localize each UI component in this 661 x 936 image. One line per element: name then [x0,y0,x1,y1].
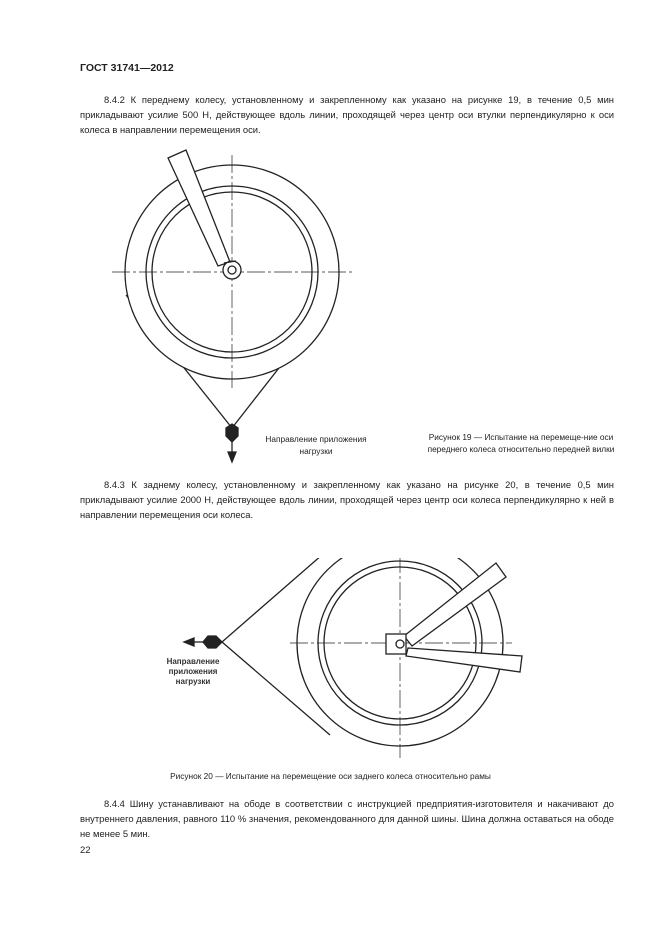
figure-20-drawing [0,558,661,788]
figure-20-load-label: Направление приложения нагрузки [166,657,220,686]
paragraph-8-4-2: 8.4.2 К переднему колесу, установленному и закрепленному как указано на рисунке 19, в течение 0,5 мин прикладывают усилие 500 Н, действующее вдоль линии, проходящей через центр оси втулки перпендикулярно к оси колеса в направлении перемещения оси. [80,94,614,135]
figure-19 [0,148,661,468]
figure-20 [0,558,661,788]
figure-20-caption: Рисунок 20 — Испытание на перемещение оси заднего колеса относительно рамы [170,771,491,781]
paragraph-8-4-3: 8.4.3 К заднему колесу, установленному и закрепленному как указано на рисунке 20, в течение 0,5 мин прикладывают усилие 2000 Н, действующее вдоль линии, проходящей через центр оси колеса перпендикулярно к ней в направлении перемещения оси колеса. [80,479,614,520]
document-header: ГОСТ 31741—2012 [80,62,174,74]
figure-19-load-label: Направление приложения нагрузки [265,434,367,456]
page-number: 22 [80,845,91,856]
figure-19-caption: Рисунок 19 — Испытание на перемеще-ние оси переднего колеса относительно передней вилки [427,432,615,454]
figure-19-drawing [0,148,661,468]
paragraph-8-4-4: 8.4.4 Шину устанавливают на ободе в соответствии с инструкцией предприятия-изготовителя и накачивают до внутреннего давления, равного 110 % значения, рекомендованного для данной шины. Шина должна оставаться на ободе не менее 5 мин. [80,798,614,839]
